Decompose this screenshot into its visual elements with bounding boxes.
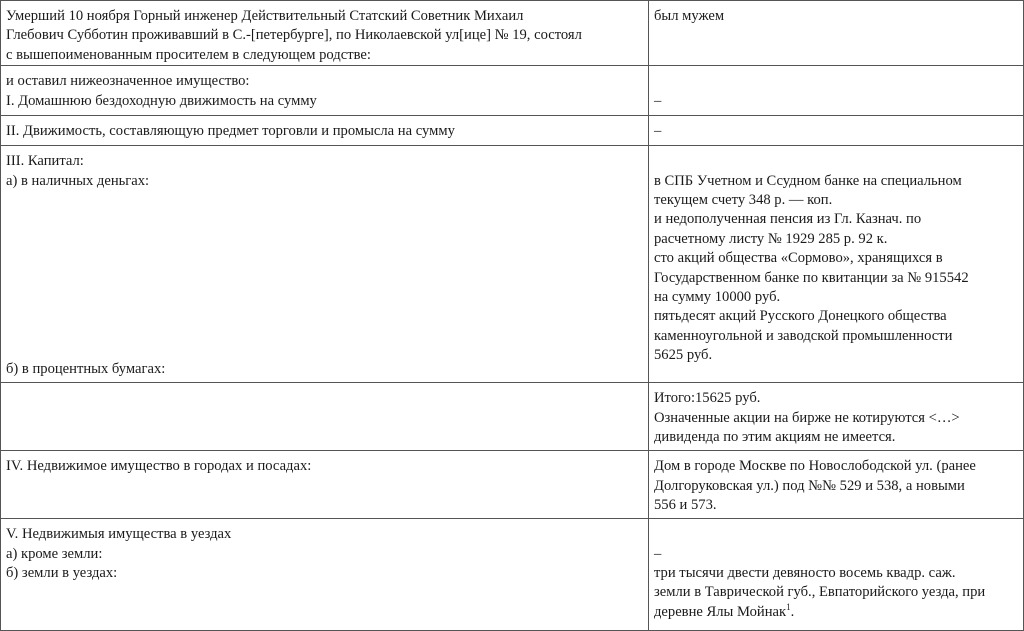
table-row: [1, 383, 1024, 451]
text-line: дивиденда по этим акциям не имеется.: [654, 429, 896, 446]
text-line: I. Домашнюю бездоходную движимость на сумму: [6, 92, 317, 109]
deceased-info-cell: [1, 1, 649, 66]
text-line: –: [654, 545, 662, 562]
table-row: [1, 451, 1024, 519]
text-line: –: [654, 92, 662, 109]
village-name: деревне Ялы Мойнак: [654, 603, 787, 620]
text-line: и оставил нижеозначенное имущество:: [6, 73, 250, 90]
text-line: Умерший 10 ноября Горный инженер Действительный Статский Советник Михаил: [6, 8, 524, 24]
urban-realty-cell: [1, 451, 649, 519]
text-line: II. Движимость, составляющую предмет торговли и промысла на сумму: [6, 123, 455, 140]
text-line: б) земли в уездах:: [6, 565, 118, 582]
household-value-cell: [649, 66, 1024, 116]
text-line: б) в процентных бумагах:: [6, 360, 166, 377]
text-line: и недополученная пенсия из Гл. Казнач. по: [654, 211, 922, 228]
table-row: [1, 66, 1024, 116]
relation-cell: [649, 1, 1024, 66]
text-line: Дом в городе Москве по Новослободской ул. (ранее: [654, 458, 976, 475]
text-line: был мужем: [654, 8, 725, 24]
text-line: на сумму 10000 руб.: [654, 289, 781, 306]
text-line: в СПБ Учетном и Ссудном банке на специальном: [654, 172, 962, 189]
total-cell: [649, 383, 1024, 451]
text-line: Означенные акции на бирже не котируются <…>: [654, 409, 960, 426]
text-line: Государственном банке по квитанции за № 915542: [654, 269, 969, 286]
text-line: с вышепоименованным просителем в следующем родстве:: [6, 46, 371, 63]
text-line: Итого:15625 руб.: [654, 390, 761, 407]
empty-cell: [1, 383, 649, 451]
trade-value-cell: [649, 116, 1024, 146]
capital-details-cell: [649, 146, 1024, 383]
text-line: земли в Таврической губ., Евпаторийского уезда, при: [654, 584, 986, 601]
text-line: 556 и 573.: [654, 497, 717, 514]
text-line: III. Капитал:: [6, 153, 84, 170]
text-line: –: [654, 123, 662, 140]
text-line: Глебович Субботин проживавший в С.-[петербурге], по Николаевской ул[ице] № 19, состоял: [6, 27, 582, 44]
table-row: [1, 146, 1024, 383]
text-line: а) в наличных деньгах:: [6, 172, 150, 189]
text-line: текущем счету 348 р. — коп.: [654, 192, 833, 209]
text-line: сто акций общества «Сормово», хранящихся в: [654, 250, 943, 267]
text-line: три тысячи двести девяносто восемь квадр. саж.: [654, 565, 956, 582]
text-line: IV. Недвижимое имущество в городах и посадах:: [6, 458, 312, 475]
table-row: [1, 116, 1024, 146]
text-line: пятьдесят акций Русского Донецкого общества: [654, 308, 947, 325]
text-line: [654, 603, 1019, 622]
trailing-period: .: [790, 603, 795, 620]
text-line: а) кроме земли:: [6, 545, 103, 562]
text-line: каменноугольной и заводской промышленности: [654, 327, 953, 344]
footnote-marker: 1: [786, 601, 791, 612]
text-line: 5625 руб.: [654, 347, 713, 364]
text-line: расчетному листу № 1929 285 р. 92 к.: [654, 230, 888, 247]
rural-realty-cell: [1, 519, 649, 631]
capital-cell: [1, 146, 649, 383]
urban-realty-details-cell: [649, 451, 1024, 519]
trade-property-cell: [1, 116, 649, 146]
household-property-cell: [1, 66, 649, 116]
text-line: V. Недвижимыя имущества в уездах: [6, 526, 232, 543]
table-row: [1, 519, 1024, 631]
text-line: Долгоруковская ул.) под №№ 529 и 538, а новыми: [654, 477, 965, 494]
table-row: [1, 1, 1024, 66]
rural-realty-details-cell: [649, 519, 1024, 631]
